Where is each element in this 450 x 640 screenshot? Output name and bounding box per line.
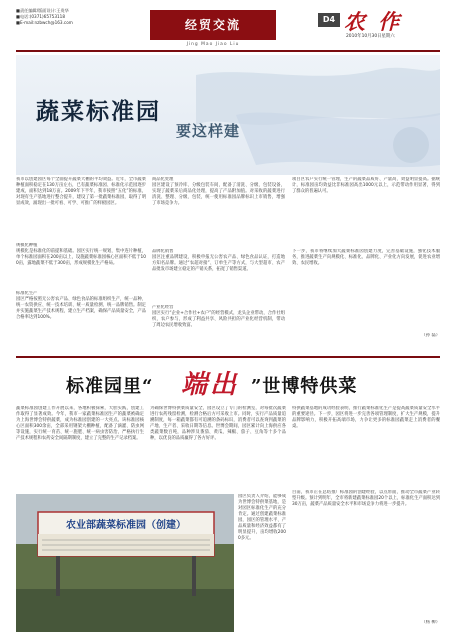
article2-column-3 [292, 406, 440, 632]
article2-col3-text: 特供蔬菜基地的成功经验表明，推行蔬菜标准化生产是提高蔬菜质量安全水平的重要途径。下一步，园区将进一步完善各项管理制度，扩大生产规模，提升品牌影响力，积极开拓高端市场，力争让更多的标准园蔬菜走上消费者的餐桌。 [292, 406, 440, 429]
article2-byline: （杨 柳） [421, 620, 440, 625]
article1-col1-text: 我市以创建园区每个全面提升蔬菜大棚的平均效益。近年，全市蔬菜种植面积稳定在130万亩左右，已有蔬菜标准园、标准化示范园逐步建成，面积达到18万亩。2009年下半年，我市按照“五化”的标准，对现有生产基地进行整合提升，建设了第一批蔬菜标准园，取得了明显成效，涌现出一批可看、可学、可推广的样板园区。 [16, 177, 146, 206]
article2-headline-part1: 标准园里“ [66, 376, 154, 397]
article1-subheadline: 要这样建 [176, 122, 241, 140]
photo-scene [16, 494, 234, 632]
photo-sign-text: 农业部蔬菜标准园（创建） [66, 520, 186, 531]
article1-column-1 [16, 177, 146, 352]
section-title: 经贸交流 [184, 18, 241, 32]
article2-col2-text: 为确保世博特供菜质量安全，园区设立了专门的检测室，对每批次蔬菜进行农药残留检测，检测合格后方可采收上市。同时，实行产品质量追溯制度，每一箱蔬菜都有可追溯的条码标识，消费者可以查询到蔬菜的产地、生产者、采收日期等信息。世博会期间，园区累计向上海供应各类蔬菜数百吨，品种涉及番茄、黄瓜、辣椒、茄子、豆角等十多个品种，以优良的品质赢得了各方好评。 [150, 406, 286, 441]
article2-col3-text-b: 目前，我市正在总结推广标准园的创建经验，以点带面，推动全市蔬菜产业转型升级。预计到明年，全市将新建蔬菜标准园20个以上，标准化生产面积达到30万亩，蔬菜产品质量安全水平和市场竞争力将进一步提升。 [292, 490, 440, 507]
phone-line: ■电话:(0371)65753118 [16, 14, 65, 19]
article2-header [16, 360, 440, 404]
issue-date: 2010年10月30日星期六 [346, 34, 395, 39]
article1-column-2 [152, 177, 285, 352]
newspaper-brand: 农 作 [344, 9, 403, 34]
article2-headline-part2: ”世博特供菜 [251, 376, 358, 397]
article1-col2-text: 商品化处理 园区建设了预冷库、分级包装车间，配备了清洗、分级、包装设备，实现了蔬菜采后商品化处理，提高了产品附加值。对采收的蔬菜进行清洗、整理、分级、包装，统一使用标准园品牌标识上市销售，增强了市场竞争力。 [152, 177, 285, 206]
article2-headline-highlight: 端出 [181, 370, 240, 400]
email-line: ■E-mail:nzbwch@163.com [16, 20, 73, 25]
article1-col3-text-b: 下一步，我市将继续加大蔬菜标准园创建力度，完善基础设施，强化技术服务，推进蔬菜生产向规模化、标准化、品牌化、产业化方向发展，促进农业增效、农民增收。 [292, 249, 440, 266]
page-number: D4 [318, 13, 340, 27]
article2-col2-text-b: 园区负责人介绍，能够成为世博会特供菜基地，是对园区标准化生产的充分肯定。通过创建蔬菜标准园，园区的管理水平、产品质量和经济效益都有了明显提升，亩均增收2000多元。 [238, 494, 286, 541]
article1-col1-text-b: 规模化种植 规模化是标准化的前提和基础。园区实行统一规划，集中连片种植，单个标准园面积在200亩以上，设施蔬菜标准园核心区面积不低于100亩，露地蔬菜不低于300亩，形成规模化生产格局。 [16, 243, 146, 266]
article1-byline: （孙 磊） [421, 333, 440, 338]
section-pinyin: Jing Mao Jiao Liu [186, 42, 240, 47]
article1-headline: 蔬菜标准园 [36, 98, 161, 125]
article-divider [16, 356, 440, 358]
editor-line: ■责任编辑/版面设计:王贵华 [16, 8, 69, 13]
article1-col2-text-b: 品牌化销售 园区注重品牌建设，积极申报无公害农产品、绿色食品认证，打造地方知名品牌。通过“农超对接”、订单生产等方式，与大型超市、农产品批发市场建立稳定的产销关系，拓宽了销售渠道。 [152, 249, 285, 272]
article2-col1-text: 蔬菜标准园创建工作开展以来，各地积极探索，大胆实践，创建工作取得了显著成效。今年，我市一家蔬菜标准园生产的蔬菜被确定为上海世博会特供蔬菜，成为标准园创建的一大亮点。该标准园核心区面积300余亩，全部采用钢架大棚种植，配备了滴灌、防虫网等设施，实行统一育苗、统一施肥、统一病虫害防治，严格执行生产技术规程和农药安全间隔期制度，建立了完整的生产记录档案。 [16, 406, 144, 441]
masthead-rule [16, 50, 440, 52]
article1-column-3 [292, 177, 440, 352]
garden-photo [16, 494, 234, 632]
article1-col2-text-c: 产业化经营 园区实行“企业+合作社+农户”的经营模式，龙头企业带动，合作社组织，农户参与，形成了利益共享、风险共担的产业化经营机制，带动了周边农民增收致富。 [152, 305, 285, 328]
article1-col3-text: 项目区农户实行统一管理，生产的蔬菜品质好、产量高，效益明显提高。据统计，标准园亩均效益比非标准园高出1000元以上，示范带动作用显著，得到了群众的普遍认可。 [292, 177, 440, 194]
article1-header-bg [16, 55, 440, 175]
article1-col1-text-c: 标准化生产 园区严格按照无公害农产品、绿色食品的标准组织生产，统一品种、统一农资供应、统一技术培训、统一质量检测、统一品牌销售。制定并实施蔬菜生产技术规程，建立生产档案，确保产品质量安全，产品合格率达到100%。 [16, 291, 146, 320]
section-banner [150, 10, 276, 40]
